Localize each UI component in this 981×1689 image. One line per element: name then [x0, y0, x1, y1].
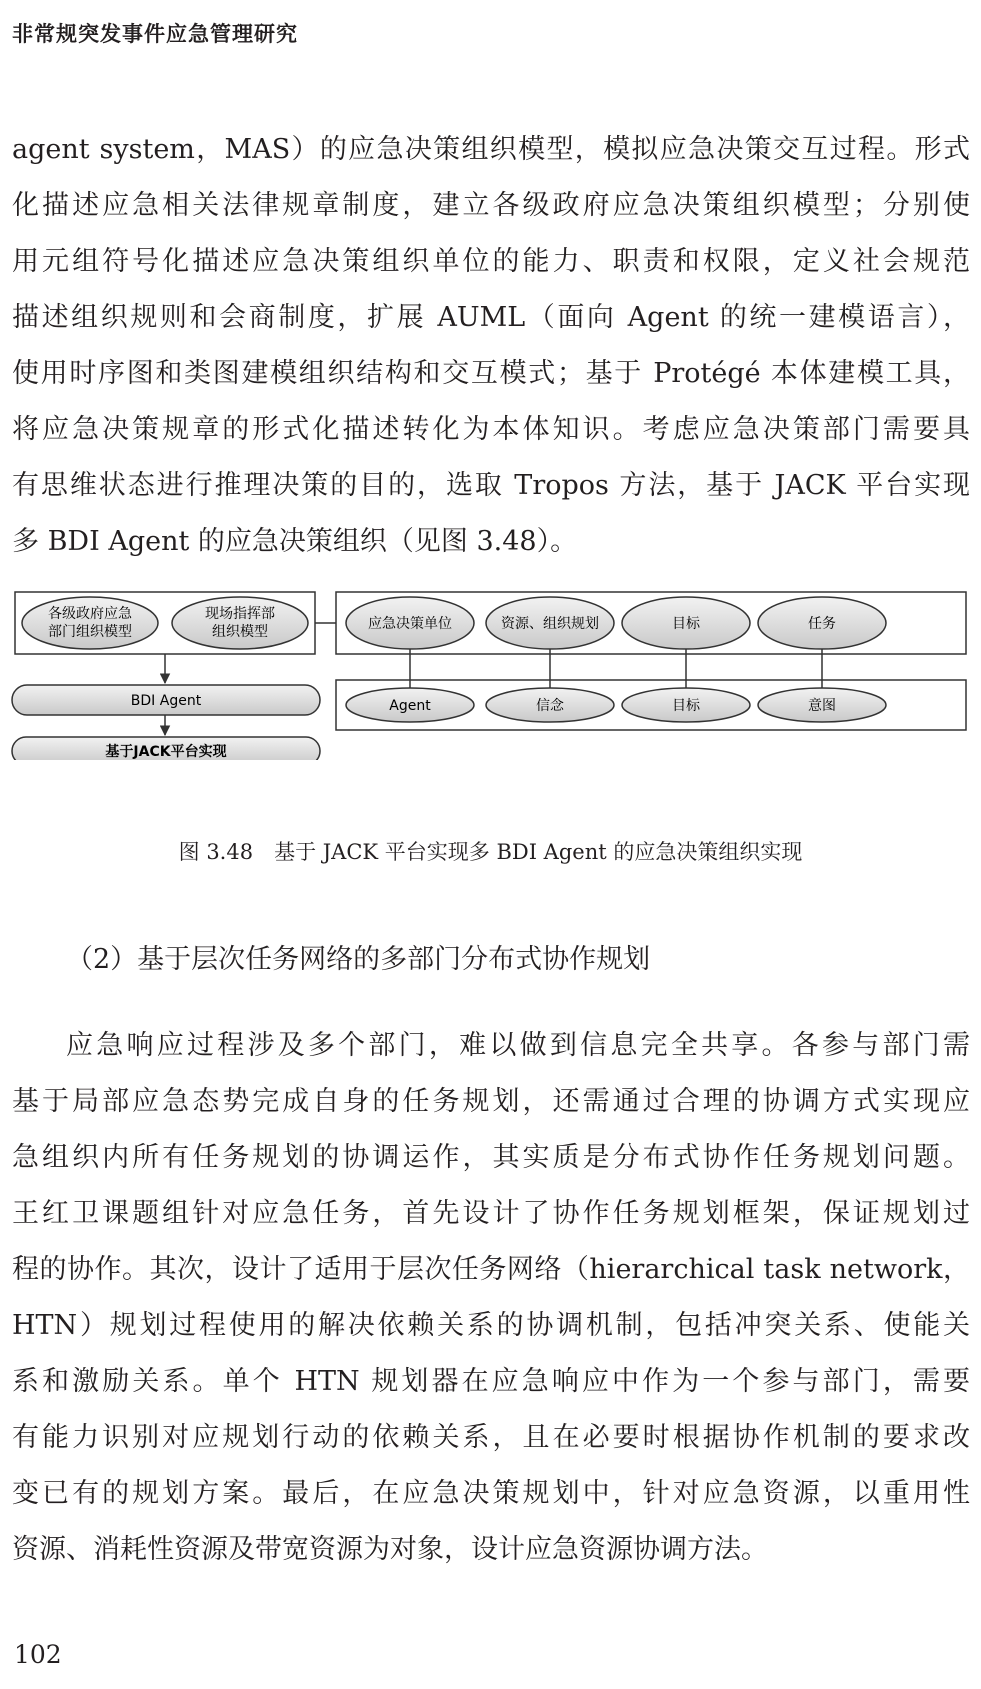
label: 意图 — [808, 698, 836, 714]
label: 应急决策单位 — [368, 616, 452, 632]
text-line: 有能力识别对应规划行动的依赖关系，且在必要时根据协作机制的要求改 — [12, 1422, 970, 1453]
text-line: 用元组符号化描述应急决策组织单位的能力、职责和权限，定义社会规范 — [12, 246, 970, 277]
label: 各级政府应急 — [48, 606, 132, 622]
text-line: 程的协作。其次，设计了适用于层次任务网络（hierarchical task network， — [12, 1254, 970, 1285]
text-line: 化描述应急相关法律规章制度，建立各级政府应急决策组织模型；分别使 — [12, 190, 970, 221]
figure-diagram — [10, 590, 970, 760]
text-line: HTN）规划过程使用的解决依赖关系的协调机制，包括冲突关系、使能关 — [12, 1310, 970, 1341]
figure-3-48 — [10, 590, 970, 764]
page-number: 102 — [14, 1640, 62, 1669]
text-line: 资源、消耗性资源及带宽资源为对象，设计应急资源协调方法。 — [12, 1534, 768, 1565]
text-line: 描述组织规则和会商制度，扩展 AUML（面向 Agent 的统一建模语言）， — [12, 302, 970, 333]
ellipse-gov-model — [22, 597, 158, 649]
label: 目标 — [672, 698, 700, 714]
label: 基于JACK平台实现 — [105, 744, 227, 760]
text-line: 有思维状态进行推理决策的目的，选取 Tropos 方法，基于 JACK 平台实现 — [12, 470, 970, 501]
text-line: 将应急决策规章的形式化描述转化为本体知识。考虑应急决策部门需要具 — [12, 414, 970, 445]
text-line: 基于局部应急态势完成自身的任务规划，还需通过合理的协调方式实现应 — [12, 1086, 970, 1117]
label: 目标 — [672, 616, 700, 632]
text-line: 应急响应过程涉及多个部门，难以做到信息完全共享。各参与部门需 — [66, 1030, 970, 1061]
label: 任务 — [808, 616, 836, 632]
label: 现场指挥部 — [205, 606, 275, 622]
figure-caption: 图 3.48 基于 JACK 平台实现多 BDI Agent 的应急决策组织实现 — [178, 840, 803, 864]
text-line: 急组织内所有任务规划的协调运作，其实质是分布式协作任务规划问题。 — [12, 1142, 970, 1173]
label: 组织模型 — [212, 624, 268, 640]
paragraph-1 — [12, 122, 970, 570]
label: 部门组织模型 — [48, 624, 132, 640]
label: Agent — [389, 698, 431, 714]
label: 信念 — [536, 698, 564, 714]
text-line: 王红卫课题组针对应急任务，首先设计了协作任务规划框架，保证规划过 — [12, 1198, 970, 1229]
ellipse-site-model — [172, 597, 308, 649]
running-header: 非常规突发事件应急管理研究 — [12, 22, 298, 46]
text-line: agent system，MAS）的应急决策组织模型，模拟应急决策交互过程。形式 — [12, 134, 970, 165]
text-line: 使用时序图和类图建模组织结构和交互模式；基于 Protégé 本体建模工具， — [12, 358, 970, 389]
text-line: 变已有的规划方案。最后，在应急决策规划中，针对应急资源，以重用性 — [12, 1478, 970, 1509]
label: 资源、组织规划 — [501, 616, 599, 632]
label: BDI Agent — [130, 693, 202, 709]
paragraph-2 — [12, 1018, 970, 1578]
text-line: 系和激励关系。单个 HTN 规划器在应急响应中作为一个参与部门，需要 — [12, 1366, 970, 1397]
text-line: 多 BDI Agent 的应急决策组织（见图 3.48）。 — [12, 526, 578, 557]
section-subheading: （2）基于层次任务网络的多部门分布式协作规划 — [66, 944, 651, 975]
